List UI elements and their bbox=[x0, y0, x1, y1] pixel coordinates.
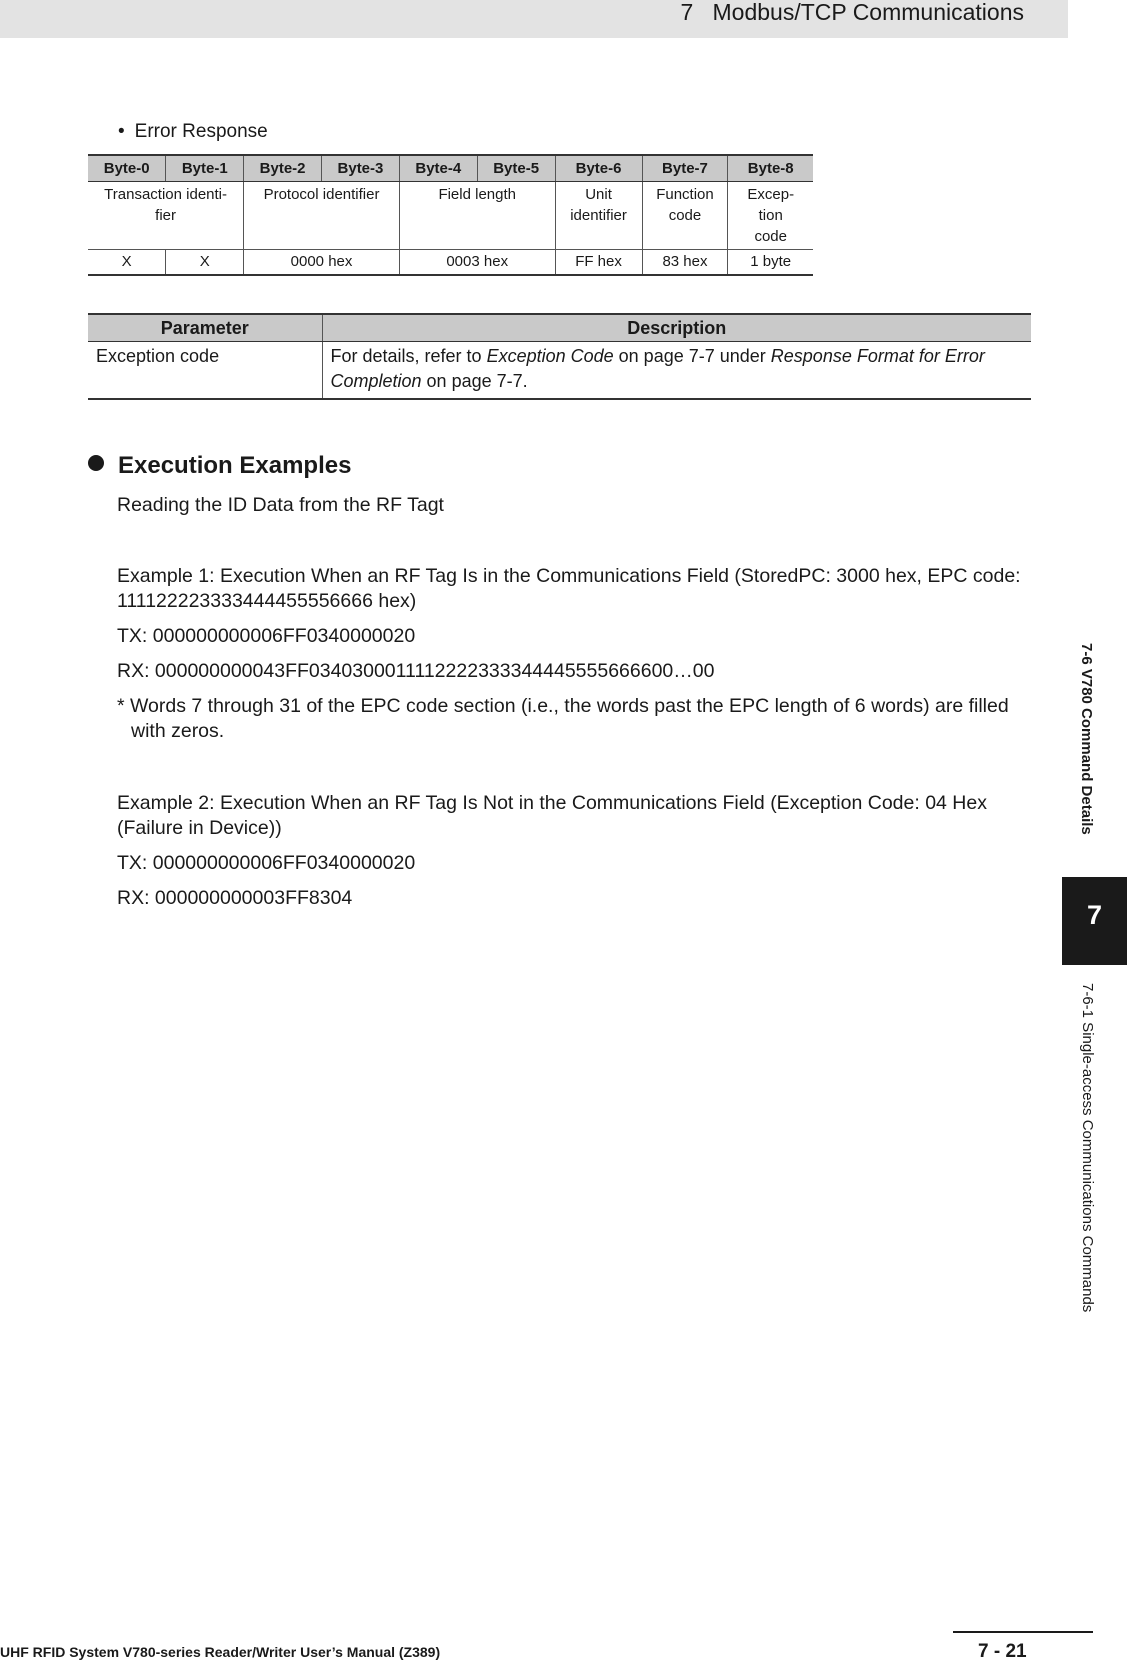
execution-examples-heading: Execution Examples bbox=[88, 452, 351, 480]
field-exception-code: Excep- tion code bbox=[728, 182, 813, 250]
example1-title: Example 1: Execution When an RF Tag Is in the Communications Field (StoredPC: 3000 hex, EPC code: 111122223333444455556666 hex) bbox=[117, 565, 1021, 612]
example1-tx: TX: 000000000006FF0340000020 bbox=[117, 625, 416, 647]
field-protocol-identifier: Protocol identifier bbox=[244, 182, 400, 250]
description-header: Description bbox=[322, 314, 1031, 342]
byte-header: Byte-8 bbox=[728, 155, 813, 182]
chapter-header-title: 7 Modbus/TCP Communications bbox=[680, 0, 1024, 25]
exception-code-reference: Exception Code bbox=[486, 346, 614, 366]
error-response-label: Error Response bbox=[134, 121, 268, 142]
example2-rx: RX: 000000000003FF8304 bbox=[117, 887, 353, 909]
bullet-icon: • bbox=[118, 121, 125, 142]
field-transaction-identifier: Transaction identi- fier bbox=[104, 186, 228, 224]
field-function-code: Function code bbox=[642, 182, 728, 250]
description-cell: For details, refer to Exception Code on page 7-7 under Response Format for Error Completion on page 7-7. bbox=[322, 342, 1031, 400]
bullet-disc-icon bbox=[88, 455, 104, 471]
example2-title: Example 2: Execution When an RF Tag Is Not in the Communications Field (Exception Code: 04 Hex (Failure in Device)) bbox=[117, 792, 987, 839]
header-band bbox=[0, 0, 1068, 38]
byte-header-row bbox=[88, 155, 813, 182]
field-value-row bbox=[88, 250, 813, 276]
side-subsection-label: 7-6-1 Single-access Communications Commands bbox=[1079, 983, 1096, 1313]
value-cell: 0003 hex bbox=[399, 250, 555, 276]
value-cell: X bbox=[88, 250, 166, 276]
value-cell: 83 hex bbox=[642, 250, 728, 276]
footer-manual-title: UHF RFID System V780-series Reader/Writer User’s Manual (Z389) bbox=[0, 1644, 441, 1660]
byte-header: Byte-4 bbox=[399, 155, 477, 182]
byte-header: Byte-3 bbox=[322, 155, 400, 182]
field-name-row bbox=[88, 182, 813, 250]
byte-header: Byte-2 bbox=[244, 155, 322, 182]
value-cell: FF hex bbox=[555, 250, 642, 276]
error-response-title bbox=[118, 121, 268, 143]
response-format-reference: Response Format for Error Completion bbox=[330, 346, 985, 391]
byte-header: Byte-5 bbox=[477, 155, 555, 182]
example2-tx: TX: 000000000006FF0340000020 bbox=[117, 852, 416, 874]
byte-header: Byte-0 bbox=[88, 155, 166, 182]
parameter-header: Parameter bbox=[88, 314, 322, 342]
execution-intro: Reading the ID Data from the RF Tagt bbox=[117, 494, 444, 516]
chapter-tab: 7 bbox=[1062, 877, 1127, 965]
footer-rule bbox=[953, 1631, 1093, 1633]
example1-note: * Words 7 through 31 of the EPC code section (i.e., the words past the EPC length of 6 words) are filled with zeros. bbox=[117, 695, 1009, 742]
field-length: Field length bbox=[399, 182, 555, 250]
byte-header: Byte-1 bbox=[166, 155, 244, 182]
parameter-row bbox=[88, 342, 1031, 400]
value-cell: 0000 hex bbox=[244, 250, 400, 276]
value-cell: 1 byte bbox=[728, 250, 813, 276]
parameter-header-row bbox=[88, 314, 1031, 342]
page-number: 7 - 21 bbox=[978, 1641, 1027, 1662]
field-unit-identifier: Unit identifier bbox=[555, 182, 642, 250]
byte-header: Byte-7 bbox=[642, 155, 728, 182]
parameter-table bbox=[88, 313, 1031, 400]
parameter-cell: Exception code bbox=[88, 342, 322, 400]
side-section-label: 7-6 V780 Command Details bbox=[1078, 643, 1095, 835]
example1-rx: RX: 000000000043FF0340300011112222333344445555666600…00 bbox=[117, 660, 715, 682]
error-response-byte-table bbox=[88, 154, 813, 276]
value-cell: X bbox=[166, 250, 244, 276]
byte-header: Byte-6 bbox=[555, 155, 642, 182]
